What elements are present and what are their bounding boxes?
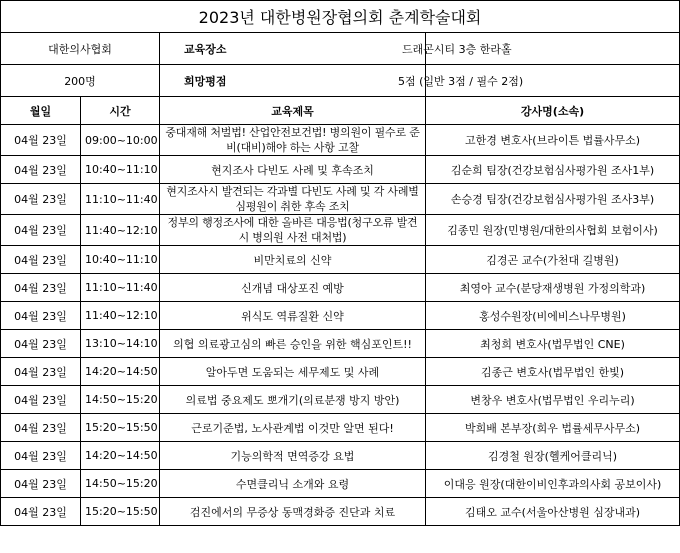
row-speaker: 김종근 변호사(법무법인 한빛)	[426, 358, 680, 386]
table-row	[1, 442, 680, 470]
row-speaker: 최영아 교수(분당재생병원 가정의학과)	[426, 274, 680, 302]
table-row	[1, 302, 680, 330]
row-time: 11:10~11:40	[81, 184, 160, 215]
row-time: 10:40~11:10	[81, 246, 160, 274]
row-speaker: 고한경 변호사(브라이튼 법률사무소)	[426, 125, 680, 156]
row-date: 04월 23일	[1, 302, 81, 330]
row-subject: 현지조사시 발견되는 각과별 다빈도 사례 및 각 사례별 심평원이 취한 후속 조치	[160, 184, 426, 215]
row-speaker: 변창우 변호사(법무법인 우리누리)	[426, 386, 680, 414]
row-time: 14:20~14:50	[81, 442, 160, 470]
location-label: 교육장소	[160, 33, 426, 65]
row-speaker: 홍성수원장(비에비스나무병원)	[426, 302, 680, 330]
row-speaker: 김종민 원장(민병원/대한의사협회 보험이사)	[426, 215, 680, 246]
row-date: 04월 23일	[1, 498, 81, 526]
row-time: 14:20~14:50	[81, 358, 160, 386]
row-time: 09:00~10:00	[81, 125, 160, 156]
location-value-text: 드래곤시티 3층 한라홀	[402, 42, 512, 56]
table-row	[1, 125, 680, 156]
row-subject: 위식도 역류질환 신약	[160, 302, 426, 330]
row-subject: 의료법 중요제도 뽀개기(의료분쟁 방지 방안)	[160, 386, 426, 414]
row-subject: 검진에서의 무증상 동맥경화증 진단과 치료	[160, 498, 426, 526]
row-date: 04월 23일	[1, 156, 81, 184]
info-row-credits	[1, 65, 680, 97]
credits-label: 희망평점	[160, 65, 426, 97]
table-row	[1, 498, 680, 526]
table-row	[1, 156, 680, 184]
attendance-cell: 200명	[1, 65, 160, 97]
row-subject: 신개념 대상포진 예방	[160, 274, 426, 302]
table-row	[1, 246, 680, 274]
credits-value-text: 5점 (일반 3점 / 필수 2점)	[398, 74, 524, 88]
info-row-location	[1, 33, 680, 65]
table-row	[1, 358, 680, 386]
table-row	[1, 215, 680, 246]
row-time: 11:10~11:40	[81, 274, 160, 302]
credits-value	[398, 65, 680, 97]
row-time: 14:50~15:20	[81, 470, 160, 498]
row-date: 04월 23일	[1, 414, 81, 442]
row-date: 04월 23일	[1, 358, 81, 386]
row-speaker: 김순희 팀장(건강보험심사평가원 조사1부)	[426, 156, 680, 184]
table-row	[1, 414, 680, 442]
row-speaker: 김경곤 교수(가천대 길병원)	[426, 246, 680, 274]
header-time: 시간	[81, 97, 160, 125]
page-title: 2023년 대한병원장협의회 춘계학술대회	[1, 1, 680, 33]
row-date: 04월 23일	[1, 442, 81, 470]
row-speaker: 김경철 원장(헬케어클리닉)	[426, 442, 680, 470]
row-speaker: 최청희 변호사(법무법인 CNE)	[426, 330, 680, 358]
row-time: 14:50~15:20	[81, 386, 160, 414]
table-header-row	[1, 97, 680, 125]
row-subject: 비만치료의 신약	[160, 246, 426, 274]
organizer-cell: 대한의사협회	[1, 33, 160, 65]
row-date: 04월 23일	[1, 184, 81, 215]
row-subject: 정부의 행정조사에 대한 올바른 대응법(청구오류 발견시 병의원 사전 대처법)	[160, 215, 426, 246]
header-subject: 교육제목	[160, 97, 426, 125]
table-row	[1, 274, 680, 302]
row-subject: 중대재해 처벌법! 산업안전보건법! 병의원이 필수로 준비(대비)해야 하는 사항 고찰	[160, 125, 426, 156]
row-date: 04월 23일	[1, 470, 81, 498]
location-value	[402, 33, 680, 65]
row-date: 04월 23일	[1, 330, 81, 358]
row-subject: 알아두면 도움되는 세무제도 및 사례	[160, 358, 426, 386]
table-row	[1, 330, 680, 358]
table-row	[1, 184, 680, 215]
row-date: 04월 23일	[1, 386, 81, 414]
row-speaker: 김태오 교수(서울아산병원 심장내과)	[426, 498, 680, 526]
row-time: 11:40~12:10	[81, 302, 160, 330]
row-speaker: 손승경 팀장(건강보험심사평가원 조사3부)	[426, 184, 680, 215]
row-time: 10:40~11:10	[81, 156, 160, 184]
row-subject: 현지조사 다빈도 사례 및 후속조치	[160, 156, 426, 184]
row-subject: 근로기준법, 노사관계법 이것만 알면 된다!	[160, 414, 426, 442]
row-date: 04월 23일	[1, 215, 81, 246]
row-time: 15:20~15:50	[81, 414, 160, 442]
row-date: 04월 23일	[1, 246, 81, 274]
row-subject: 기능의학적 면역증강 요법	[160, 442, 426, 470]
row-date: 04월 23일	[1, 274, 81, 302]
row-time: 11:40~12:10	[81, 215, 160, 246]
table-row	[1, 470, 680, 498]
row-time: 15:20~15:50	[81, 498, 160, 526]
row-time: 13:10~14:10	[81, 330, 160, 358]
header-date: 월일	[1, 97, 81, 125]
row-speaker: 이대응 원장(대한이비인후과의사회 공보이사)	[426, 470, 680, 498]
row-subject: 의협 의료광고심의 빠른 승인을 위한 핵심포인트!!	[160, 330, 426, 358]
row-date: 04월 23일	[1, 125, 81, 156]
row-speaker: 박희배 본부장(희우 법률세무사무소)	[426, 414, 680, 442]
table-row	[1, 386, 680, 414]
header-speaker: 강사명(소속)	[426, 97, 680, 125]
row-subject: 수면클리닉 소개와 요령	[160, 470, 426, 498]
